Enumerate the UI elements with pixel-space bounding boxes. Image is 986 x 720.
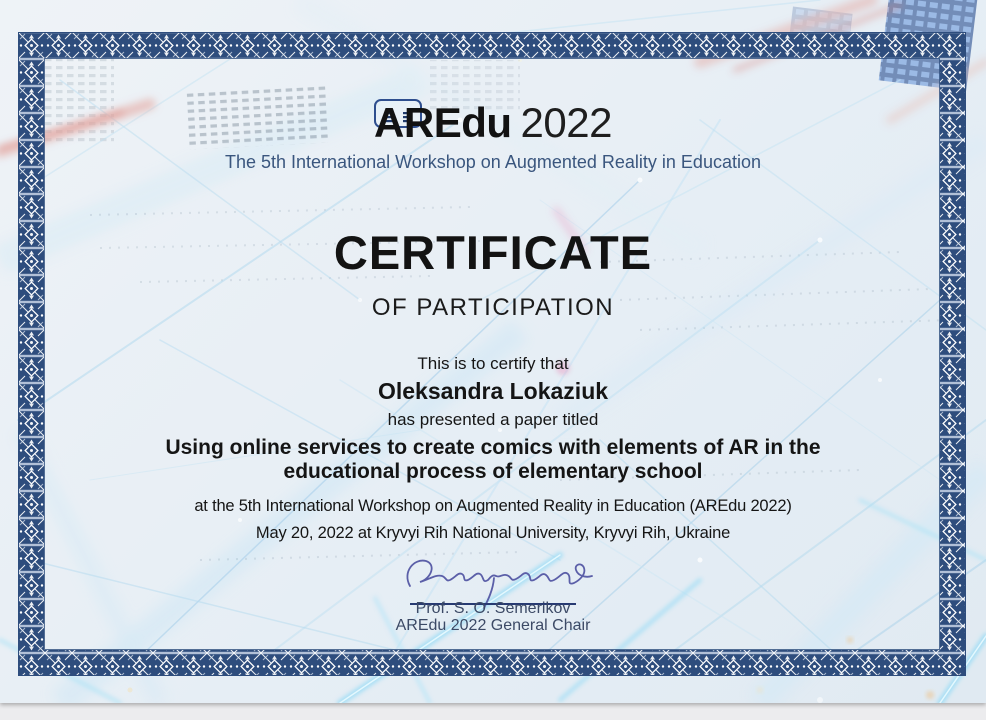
signer-role: AREdu 2022 General Chair: [395, 617, 591, 634]
paper-title-text: Using online services to create comics with elements of AR in the educational process of elementary school: [165, 436, 821, 483]
certificate-heading: CERTIFICATE: [333, 226, 653, 279]
participation-subheading: OF PARTICIPATION: [371, 294, 615, 321]
workshop-subtitle: The 5th International Workshop on Augmented Reality in Education: [224, 152, 761, 172]
signer-name: Prof. S. O. Semerikov: [415, 600, 571, 617]
paper-title: [0, 436, 986, 484]
aredu-logo: [0, 100, 986, 156]
presented-line: has presented a paper titled: [387, 410, 599, 429]
logo-title: AREdu: [374, 99, 512, 146]
date-line: May 20, 2022 at Kryvyi Rih National University, Kryvyi Rih, Ukraine: [255, 524, 731, 542]
venue-line: at the 5th International Workshop on Augmented Reality in Education (AREdu 2022): [194, 497, 792, 515]
logo-year: 2022: [520, 99, 612, 146]
logo-wordmark: [374, 99, 612, 146]
recipient-name: Oleksandra Lokaziuk: [377, 378, 609, 404]
certify-line: This is to certify that: [417, 354, 569, 373]
